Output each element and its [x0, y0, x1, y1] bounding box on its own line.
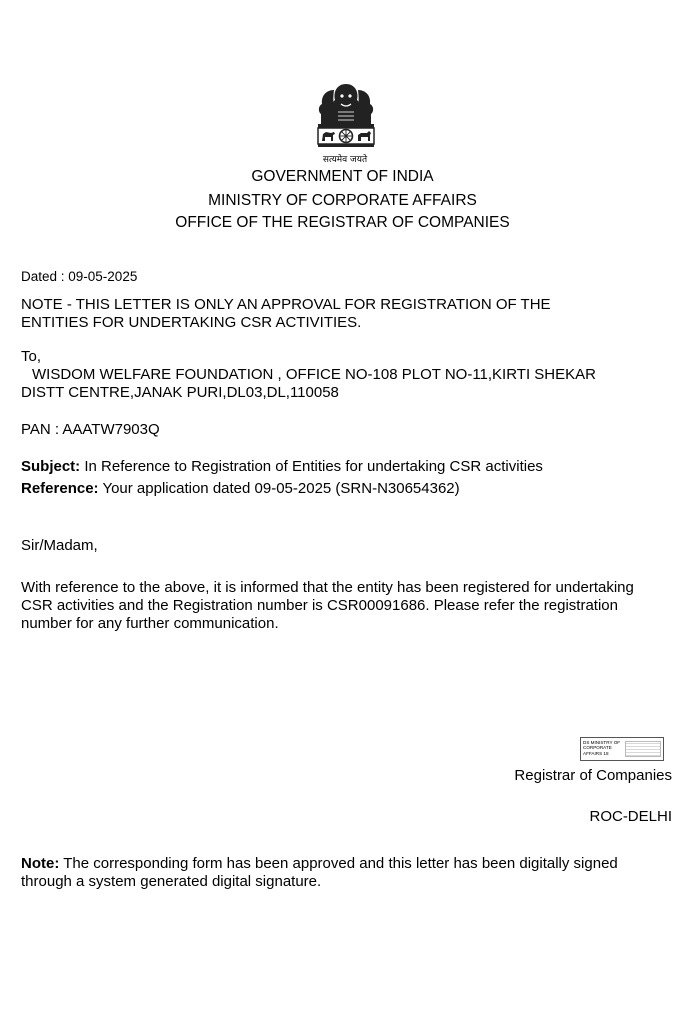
- subject-label: Subject:: [21, 458, 81, 475]
- note-text-line1: The corresponding form has been approved and this letter has been digitally signed: [63, 855, 618, 872]
- approval-note-line1: NOTE - THIS LETTER IS ONLY AN APPROVAL FOR REGISTRATION OF THE: [21, 296, 551, 313]
- body-line1: With reference to the above, it is informed that the entity has been registered for undertaking: [21, 579, 634, 596]
- signatory-office: ROC-DELHI: [589, 808, 672, 825]
- address-line2: DISTT CENTRE,JANAK PURI,DL03,DL,110058: [21, 384, 339, 401]
- dated: Dated : 09-05-2025: [21, 269, 138, 284]
- header-office: OFFICE OF THE REGISTRAR OF COMPANIES: [175, 214, 510, 231]
- salutation: Sir/Madam,: [21, 537, 98, 554]
- subject-line: [21, 458, 543, 475]
- digital-signature-note-line1: [21, 855, 618, 872]
- reference-label: Reference:: [21, 480, 99, 497]
- note-label: Note:: [21, 855, 60, 872]
- body-line3: number for any further communication.: [21, 615, 279, 632]
- signature-seal-icon: [625, 741, 661, 757]
- signatory-title: Registrar of Companies: [514, 767, 672, 784]
- reference-text: Your application dated 09-05-2025 (SRN-N30654362): [102, 480, 460, 497]
- header-government: GOVERNMENT OF INDIA: [251, 168, 434, 185]
- header-ministry: MINISTRY OF CORPORATE AFFAIRS: [208, 192, 477, 209]
- digital-signature-note-line2: through a system generated digital signature.: [21, 873, 322, 890]
- address-line1: WISDOM WELFARE FOUNDATION , OFFICE NO-108 PLOT NO-11,KIRTI SHEKAR: [32, 366, 596, 383]
- address-to: To,: [21, 348, 42, 365]
- emblem-motto: सत्यमेव जयते: [322, 155, 368, 165]
- body-line2: CSR activities and the Registration number is CSR00091686. Please refer the registration: [21, 597, 618, 614]
- reference-line: [21, 480, 460, 497]
- pan-number: PAN : AAATW7903Q: [21, 421, 160, 438]
- digital-signature-stamp: [580, 737, 664, 761]
- approval-note-line2: ENTITIES FOR UNDERTAKING CSR ACTIVITIES.: [21, 314, 362, 331]
- subject-text: In Reference to Registration of Entities for undertaking CSR activities: [84, 458, 543, 475]
- signature-stamp-text: DS MINISTRY OF CORPORATE AFFAIRS 18: [583, 740, 621, 756]
